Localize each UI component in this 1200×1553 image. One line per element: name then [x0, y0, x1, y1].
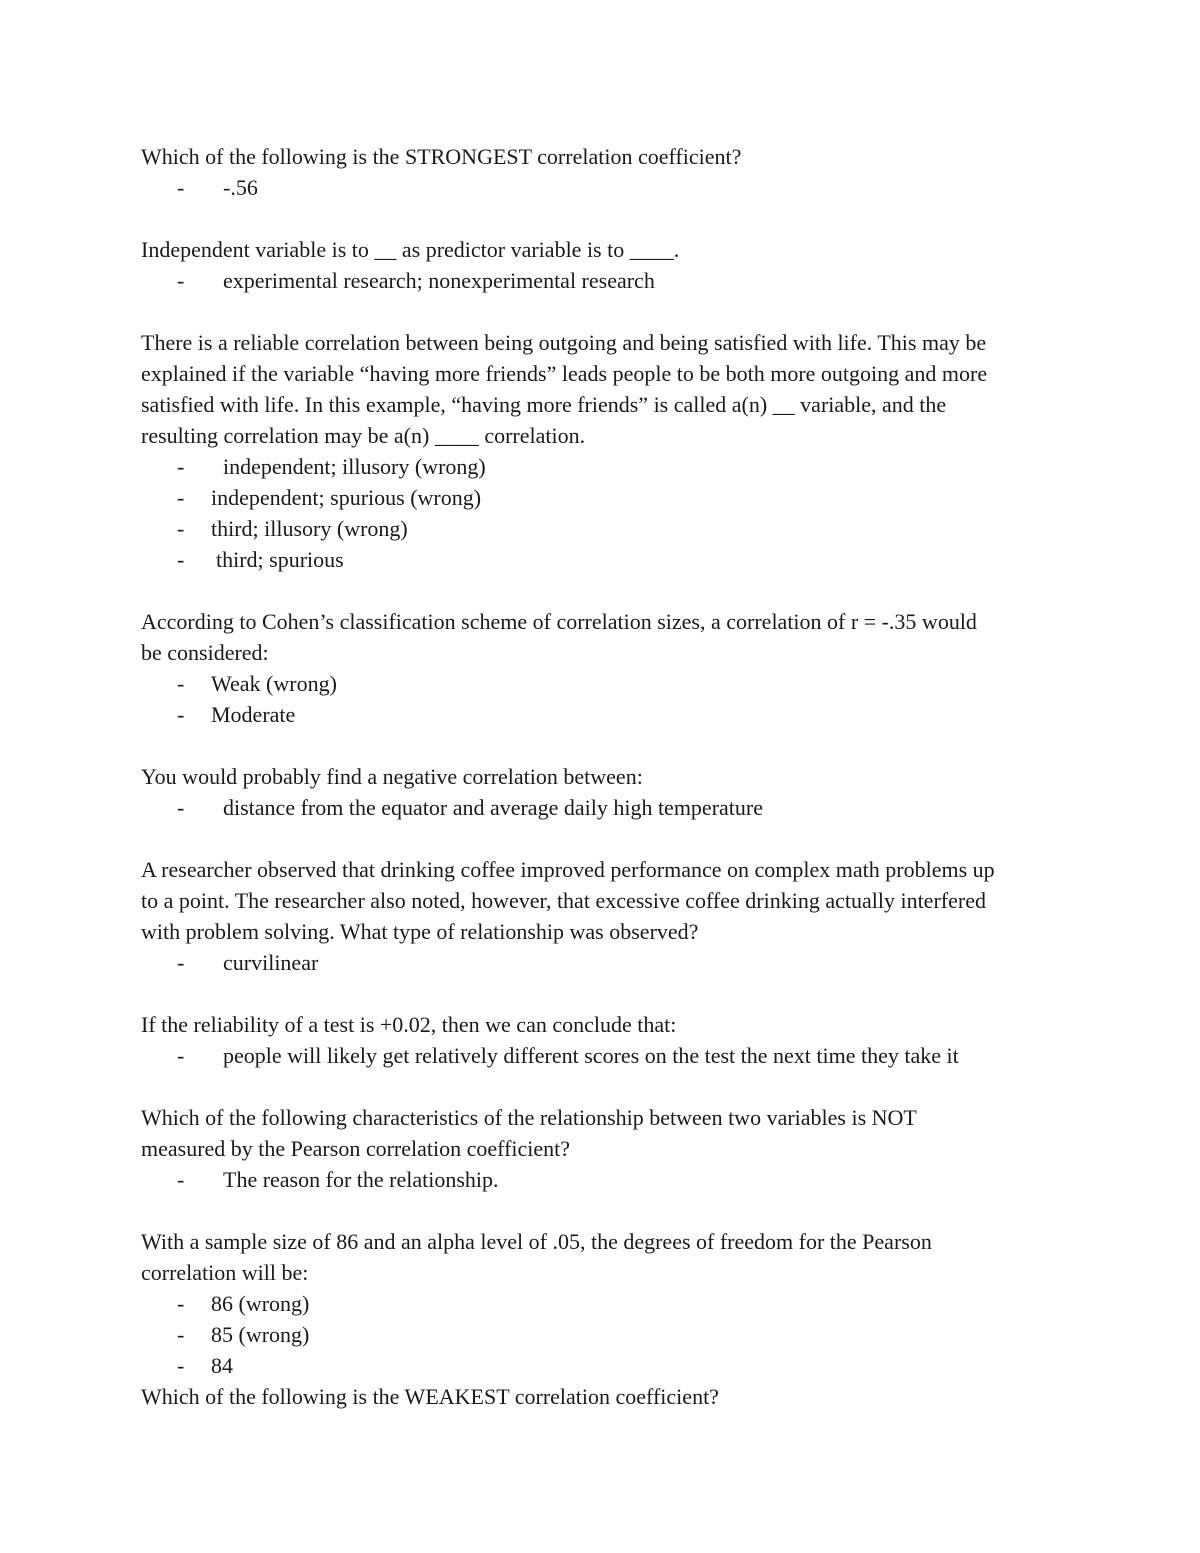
document-page	[141, 141, 1071, 1412]
answer-text: Weak (wrong)	[211, 671, 337, 696]
bullet-dash: -	[177, 795, 185, 820]
answer-item	[141, 947, 1071, 978]
bullet-dash: -	[177, 1353, 185, 1378]
bullet-dash: -	[177, 1043, 185, 1068]
question-line: resulting correlation may be a(n) ____ correlation.	[141, 423, 586, 448]
bullet-dash: -	[177, 547, 185, 572]
answer-text: people will likely get relatively different scores on the test the next time they take it	[223, 1043, 959, 1068]
answer-item	[141, 699, 1071, 730]
question-3	[141, 327, 1071, 451]
question-8	[141, 1102, 1071, 1164]
answer-item	[141, 265, 1071, 296]
question-line: Which of the following characteristics of the relationship between two variables is NOT	[141, 1105, 917, 1130]
answer-item	[141, 792, 1071, 823]
answer-item	[141, 1040, 1071, 1071]
question-line: measured by the Pearson correlation coefficient?	[141, 1136, 571, 1161]
question-2: Independent variable is to __ as predictor variable is to ____.	[141, 237, 680, 262]
bullet-dash: -	[177, 1291, 185, 1316]
bullet-dash: -	[177, 950, 185, 975]
answer-item	[141, 513, 1071, 544]
answer-text: independent; spurious (wrong)	[211, 485, 482, 510]
bullet-dash: -	[177, 1322, 185, 1347]
question-line: With a sample size of 86 and an alpha level of .05, the degrees of freedom for the Pearson	[141, 1229, 932, 1254]
bullet-dash: -	[177, 175, 185, 200]
question-line: satisfied with life. In this example, “having more friends” is called a(n) __ variable, and the	[141, 392, 947, 417]
answer-text: 85 (wrong)	[211, 1322, 310, 1347]
answer-text: 84	[211, 1353, 233, 1378]
question-line: to a point. The researcher also noted, however, that excessive coffee drinking actually interfered	[141, 888, 986, 913]
bullet-dash: -	[177, 268, 185, 293]
question-line: explained if the variable “having more friends” leads people to be both more outgoing and more	[141, 361, 988, 386]
question-line: A researcher observed that drinking coffee improved performance on complex math problems up	[141, 857, 995, 882]
question-10: Which of the following is the WEAKEST correlation coefficient?	[141, 1384, 719, 1409]
bullet-dash: -	[177, 702, 185, 727]
question-6	[141, 854, 1071, 947]
answer-text: The reason for the relationship.	[223, 1167, 499, 1192]
bullet-dash: -	[177, 485, 185, 510]
question-line: with problem solving. What type of relationship was observed?	[141, 919, 699, 944]
answer-item	[141, 451, 1071, 482]
answer-text: distance from the equator and average daily high temperature	[223, 795, 763, 820]
answer-item	[141, 668, 1071, 699]
answer-text: experimental research; nonexperimental research	[223, 268, 655, 293]
answer-text: third; spurious	[216, 547, 344, 572]
answer-text: 86 (wrong)	[211, 1291, 310, 1316]
question-9	[141, 1226, 1071, 1288]
answer-item	[141, 1319, 1071, 1350]
answer-text: -.56	[223, 175, 258, 200]
question-line: correlation will be:	[141, 1260, 309, 1285]
question-line: According to Cohen’s classification scheme of correlation sizes, a correlation of r = -.35 would	[141, 609, 977, 634]
bullet-dash: -	[177, 454, 185, 479]
question-5: You would probably find a negative correlation between:	[141, 764, 643, 789]
answer-text: curvilinear	[223, 950, 319, 975]
answer-item	[141, 544, 1071, 575]
answer-item	[141, 482, 1071, 513]
question-line: There is a reliable correlation between being outgoing and being satisfied with life. This may be	[141, 330, 987, 355]
answer-text: third; illusory (wrong)	[211, 516, 408, 541]
question-line: be considered:	[141, 640, 269, 665]
question-1: Which of the following is the STRONGEST correlation coefficient?	[141, 144, 742, 169]
answer-text: independent; illusory (wrong)	[223, 454, 486, 479]
answer-item	[141, 1288, 1071, 1319]
answer-item	[141, 172, 1071, 203]
bullet-dash: -	[177, 516, 185, 541]
question-4	[141, 606, 1071, 668]
bullet-dash: -	[177, 1167, 185, 1192]
question-7: If the reliability of a test is +0.02, then we can conclude that:	[141, 1012, 677, 1037]
answer-item	[141, 1350, 1071, 1381]
answer-text: Moderate	[211, 702, 296, 727]
answer-item	[141, 1164, 1071, 1195]
bullet-dash: -	[177, 671, 185, 696]
